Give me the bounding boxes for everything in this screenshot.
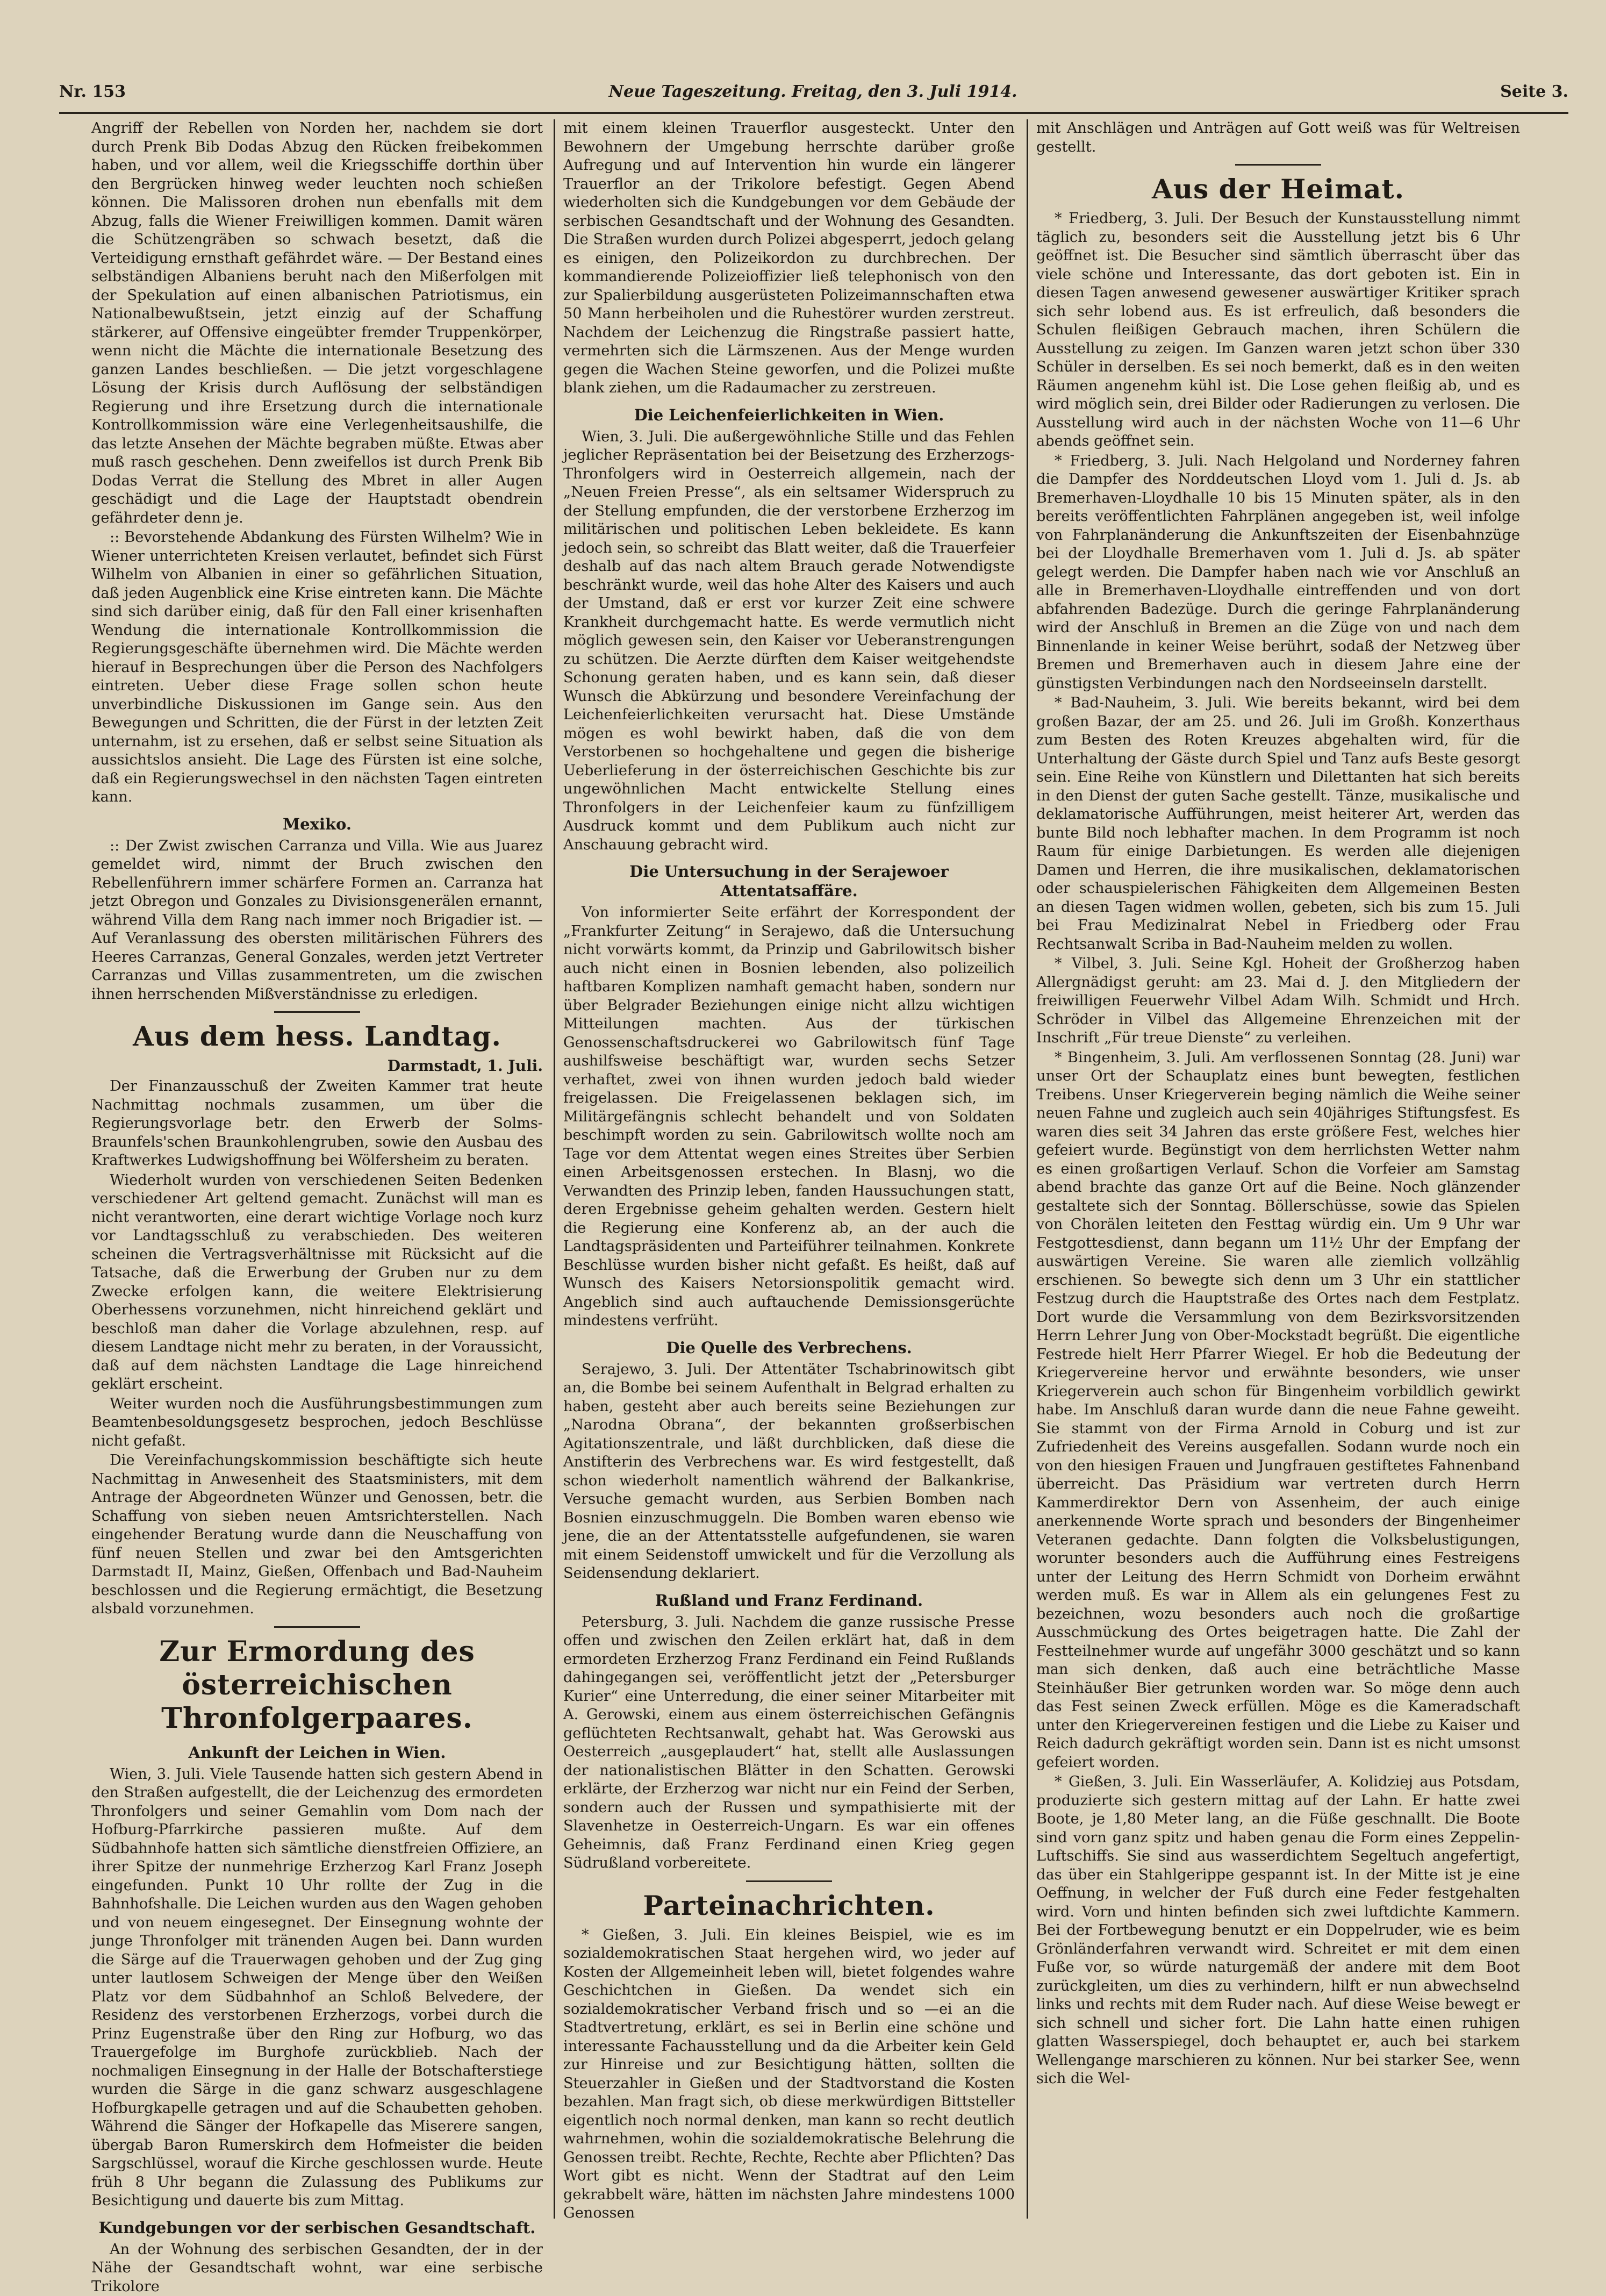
page-number: Seite 3. (1500, 82, 1568, 101)
article-paragraph: mit einem kleinen Trauerflor ausgesteckt. Unter den Bewohnern der Umgebung herrschte darüber große Aufregung und auf Intervention hin wurde ein längerer Trauerflor an der Trikolore befestigt. Gegen Abend wiederholten sich die Kundgebungen vor dem Gebäude der serbischen Gesandtschaft und der Wohnung des Gesandten. Die Straßen wurden durch Polizei abgesperrt, jedoch gelang es einigen, den Polizeikordon zu durchbrechen. Der kommandierende Polizeioffizier ließ telephonisch von den zur Spalierbildung ausgerüsteten Polizeimannschaften etwa 50 Mann herbeiholen und die Ruhestörer wurden zerstreut. Nachdem der Leichenzug die Ringstraße passiert hatte, vermehrten sich die Lärmszenen. Aus der Menge wurden gegen die Wachen Steine geworfen, und die Polizei mußte blank ziehen, um die Radaumacher zu zerstreuen. (563, 119, 1015, 398)
column-divider (1027, 119, 1028, 2219)
section-subheading: Ankunft der Leichen in Wien. (91, 1743, 543, 1762)
section-divider (1235, 164, 1321, 166)
section-subheading: Die Leichenfeierlichkeiten in Wien. (563, 405, 1015, 425)
article-paragraph: Wiederholt wurden von verschiedenen Seiten Bedenken verschiedener Art geltend gemacht. Zunächst will man es nicht verantworten, eine derart wichtige Vorlage noch kurz vor Landtagsschluß zu verabschieden. Des weiteren scheinen die Vertragsverhältnisse mit Rücksicht auf die Tatsache, daß die Erwerbung der Gruben nur zu dem Zwecke erfolgen kann, die weitere Elektrisierung Oberhessens vorzunehmen, nicht hinreichend geklärt und beschloß man daher die Vorlage abzulehnen, resp. auf diesem Landtage nicht mehr zu beraten, in der Voraussicht, daß auf dem nächsten Landtage die Lage hinreichend geklärt erscheint. (91, 1171, 543, 1394)
section-subheading: Die Untersuchung in der Serajewoer Attentatsaffäre. (563, 862, 1015, 900)
column-1 (91, 119, 543, 2219)
article-paragraph: Wien, 3. Juli. Die außergewöhnliche Stille und das Fehlen jeglicher Repräsentation bei der Beisetzung des Erzherzogs-Thronfolgers wird in Oesterreich allgemein, nach der „Neuen Freien Presse“, als ein seltsamer Widerspruch zu der Stellung empfunden, die der verstorbene Erzherzog im militärischen und politischen Leben bekleidete. Es kann jedoch sein, so schreibt das Blatt weiter, daß die Trauerfeier deshalb auf das nach altem Brauch gerade Notwendigste beschränkt wurde, weil das hohe Alter des Kaisers und auch der Umstand, daß er erst vor kurzer Zeit eine schwere Krankheit durchgemacht hatte. Es werde vermutlich nicht möglich gewesen sein, den Kaiser vor Ueberanstrengungen zu schützen. Die Aerzte dürften dem Kaiser weitgehendste Schonung geraten haben, und es kann sein, daß dieser Wunsch die Abkürzung und besondere Vereinfachung der Leichenfeierlichkeiten verursacht hat. Diese Umstände mögen es wohl bewirkt haben, daß die von dem Verstorbenen so hochgehaltene und gegen die bisherige Ueberlieferung in der österreichischen Geschichte bis zur ungewöhnlichen Macht entwickelte Stellung eines Thronfolgers in der Leichenfeier kaum zu fünfzilligem Ausdruck kommt und dem Publikum auch nicht zur Anschauung gebracht wird. (563, 428, 1015, 855)
article-paragraph: Weiter wurden noch die Ausführungsbestimmungen zum Beamtenbesoldungsgesetz besprochen, jedoch Beschlüsse nicht gefaßt. (91, 1395, 543, 1451)
section-subheading: Rußland und Franz Ferdinand. (563, 1591, 1015, 1610)
column-divider (554, 119, 555, 2219)
article-paragraph: * Friedberg, 3. Juli. Nach Helgoland und Norderney fahren die Dampfer des Norddeutschen Lloyd vom 1. Juli d. Js. ab Bremerhaven-Lloydhalle 10 bis 15 Minuten später, als in den bereits veröffentlichten Fahrplänen angegeben ist, weil infolge von Fahrplanänderung die Ankunftszeiten der Eisenbahnzüge bei der Lloydhalle Bremerhaven vom 1. Juli d. Js. ab später gelegt werden. Die Dampfer haben nach wie vor Anschluß an alle in Bremerhaven-Lloydhalle eintreffenden und von dort abfahrenden Badezüge. Durch die geringe Fahrplanänderung wird der Anschluß in Bremen an die Züge von und nach dem Binnenlande in keiner Weise berührt, sodaß der Netzweg über Bremen und Bremerhaven auch in diesem Jahre eine der günstigsten Verbindungen nach den Nordseeinseln darstellt. (1036, 452, 1520, 693)
article-paragraph: Der Finanzausschuß der Zweiten Kammer trat heute Nachmittag nochmals zusammen, um über die Regierungsvorlage betr. den Erwerb der Solms-Braunfels'schen Braunkohlengruben, sowie den Ausbau des Kraftwerkes Ludwigshoffnung bei Wölfersheim zu beraten. (91, 1077, 543, 1170)
article-paragraph: * Bad-Nauheim, 3. Juli. Wie bereits bekannt, wird bei dem großen Bazar, der am 25. und 26. Juli im Großh. Konzerthaus zum Besten des Roten Kreuzes abgehalten wird, für die Unterhaltung der Gäste durch Spiel und Tanz aufs Beste gesorgt sein. Eine Reihe von Künstlern und Dilettanten hat sich bereits in den Dienst der guten Sache gestellt. Tänze, musikalische und deklamatorische Aufführungen, meist heiterer Art, werden das bunte Bild noch lebhafter machen. In dem Programm ist noch Raum für einige Darbietungen. Es werden alle diejenigen Damen und Herren, die ihre musikalischen, deklamatorischen oder schauspielerischen Fähigkeiten dem Allgemeinen Besten an diesen Tagen widmen wollen, gebeten, sich bis zum 15. Juli bei Frau Medizinalrat Nebel in Friedberg oder Frau Rechtsanwalt Scriba in Bad-Nauheim melden zu wollen. (1036, 694, 1520, 954)
article-paragraph: Petersburg, 3. Juli. Nachdem die ganze russische Presse offen und zwischen den Zeilen erklärt hat, daß in dem ermordeten Erzherzog Franz Ferdinand ein Feind Rußlands dahingegangen sei, veröffentlicht jetzt der „Petersburger Kurier“ eine Unterredung, die einer seiner Mitarbeiter mit A. Gerowski, einem aus einem österreichischen Gefängnis geflüchteten Rechtsanwalt, gehabt hat. Was Gerowski aus Oesterreich „ausgeplaudert“ hat, stellt alle Auslassungen der nationalistischen Blätter in den Schatten. Gerowski erklärte, der Erzherzog war nicht nur ein Feind der Serben, sondern auch der Russen und sympathisierte mit der Slavenhetze in Oesterreich-Ungarn. Es war ein offenes Geheimnis, daß Franz Ferdinand einen Krieg gegen Südrußland vorbereitete. (563, 1613, 1015, 1873)
article-paragraph: * Gießen, 3. Juli. Ein kleines Beispiel, wie es im sozialdemokratischen Staat hergehen wird, wo jeder auf Kosten der Allgemeinheit leben will, bietet folgendes wahre Geschichtchen in Gießen. Da wendet sich ein sozialdemokratischer Verband frisch und so —ei an die Stadtvertretung, erklärt, es sei in Berlin eine schöne und interessante Fachausstellung und da die Arbeiter kein Geld zur Hinreise und zur Besichtigung hätten, sollten die Steuerzahler in Gießen und der Stadtvorstand die Kosten bezahlen. Man fragt sich, ob diese merkwürdigen Bittsteller eigentlich noch normal denken, man kann so recht deutlich wahrnehmen, wohin die sozialdemokratische Belehrung die Genossen treibt. Rechte, Rechte, Rechte aber Pflichten? Das Wort gibt es nicht. Wenn der Stadtrat auf den Leim gekrabbelt wäre, hätten im nächsten Jahre mindestens 1000 Genossen (563, 1926, 1015, 2223)
article-paragraph: Wien, 3. Juli. Viele Tausende hatten sich gestern Abend in den Straßen aufgestellt, die der Leichenzug des ermordeten Thronfolgers und seiner Gemahlin vom Dom nach der Hofburg-Pfarrkirche passieren mußte. Auf dem Südbahnhofe hatten sich sämtliche dienstfreien Offiziere, an ihrer Spitze der nunmehrige Erzherzog Karl Franz Joseph eingefunden. Punkt 10 Uhr rollte der Zug in die Bahnhofshalle. Die Leichen wurden aus den Wagen gehoben und von neuem eingesegnet. Der Einsegnung wohnte der junge Thronfolger mit tränenden Augen bei. Dann wurden die Särge auf die Trauerwagen gehoben und der Zug ging unter lautlosem Schweigen der Menge über den Weißen Platz vor dem Südbahnhof an Schloß Belvedere, der Residenz des verstorbenen Erzherzogs, vorbei durch die Prinz Eugenstraße über den Ring zur Hofburg, wo das Trauergefolge im Burghofe zurückblieb. Nach der nochmaligen Einsegnung in der Halle der Botschafterstiege wurden die Särge in die ganz schwarz ausgeschlagene Hofburgkapelle getragen und auf die Schaubetten gehoben. Während die Sänger der Hofkapelle das Miserere sangen, übergab Baron Rumerskirch dem Hofmeister die beiden Sargschlüssel, worauf die Kirche geschlossen wurde. Heute früh 8 Uhr begann die Zulassung des Publikums zur Besichtigung und dauerte bis zum Mittag. (91, 1765, 543, 2211)
section-heading: Aus dem hess. Landtag. (91, 1020, 543, 1053)
article-paragraph: Von informierter Seite erfährt der Korrespondent der „Frankfurter Zeitung“ in Serajewo, daß die Untersuchung nicht vorwärts kommt, da Prinzip und Gabrilowitsch bisher auch nicht einen in Bosnien lebenden, also polizeilich haftbaren Komplizen namhaft gemacht haben, sondern nur über Belgrader Beziehungen einige nicht allzu wichtigen Mitteilungen machten. Aus der türkischen Genossenschaftsdruckerei wo Gabrilowitsch fünf Tage aushilfsweise beschäftigt war, wurden sechs Setzer verhaftet, zwei von ihnen wurden jedoch bald wieder freigelassen. Die Freigelassenen beklagen sich, im Militärgefängnis schlecht behandelt und von Soldaten beschimpft worden zu sein. Gabrilowitsch wollte noch am Tage vor dem Attentat wegen eines Streites über Serbien einen Arbeitsgenossen erstechen. In Blasnj, wo die Verwandten des Prinzip leben, fanden Haussuchungen statt, deren Ergebnisse geheim gehalten werden. Gestern hielt die Regierung eine Konferenz ab, an der auch die Landtagspräsidenten und Parteiführer teilnahmen. Konkrete Beschlüsse wurden bisher nicht gefaßt. Es heißt, daß auf Wunsch des Kaisers Netorsionspolitik gemacht wird. Angeblich sind auch auftauchende Demissionsgerüchte mindestens verfrüht. (563, 904, 1015, 1331)
page-header (59, 75, 1568, 108)
issue-number: Nr. 153 (59, 82, 126, 101)
article-paragraph: mit Anschlägen und Anträgen auf Gott weiß was für Weltreisen gestellt. (1036, 119, 1520, 156)
article-paragraph: * Bingenheim, 3. Juli. Am verflossenen Sonntag (28. Juni) war unser Ort der Schauplatz eines bunt bewegten, festlichen Treibens. Unser Kriegerverein beging nämlich die Weihe seiner neuen Fahne und zugleich auch sein 40jähriges Stiftungsfest. Es waren dies seit 34 Jahren das erste größere Fest, welches hier gefeiert wurde. Begünstigt von dem herrlichsten Wetter nahm es einen großartigen Verlauf. Schon die Vorfeier am Samstag abend brachte das ganze Ort auf die Beine. Noch glänzender gestaltete sich der Sonntag. Böllerschüsse, sowie das Spielen von Chorälen leiteten den Festtag würdig ein. Um 9 Uhr war Festgottesdienst, dann begann um 11½ Uhr der Empfang der auswärtigen Vereine. Sie waren alle ziemlich vollzählig erschienen. So bewegte sich denn um 3 Uhr ein stattlicher Festzug durch die Hauptstraße des Ortes nach dem Festplatz. Dort wurde die Versammlung von dem Bezirksvorsitzenden Herrn Lehrer Jung von Ober-Mockstadt begrüßt. Die eigentliche Festrede hielt Herr Pfarrer Wiegel. Er hob die Bedeutung der Kriegervereine hervor und erwähnte besonders, wie unser Kriegerverein auch schon für Bingenheim vorbildlich gewirkt habe. Im Anschluß daran wurde dann die neue Fahne geweiht. Sie stammt von der Firma Arnold in Coburg und ist zur Zufriedenheit des Vereins ausgefallen. Sodann wurde noch ein von den hiesigen Frauen und Jungfrauen gestiftetes Fahnenband überreicht. Das Präsidium war vertreten durch Herrn Kammerdirektor Dern von Assenheim, der auch einige anerkennende Worte sprach und besonders der Bingenheimer Veteranen gedachte. Dann folgten die Volksbelustigungen, worunter besonders auch die Aufführung eines Festreigens unter der Leitung des Herrn Schmidt von Dorheim erwähnt werden muß. Es war in Allem als ein gelungenes Fest zu bezeichnen, wozu besonders auch noch die großartige Ausschmückung des Ortes beigetragen hatte. Die Zahl der Festteilnehmer wurde auf ungefähr 3000 geschätzt und so kann man sich denken, daß auch eine beträchtliche Masse Steinhäußer Bier getrunken worden war. So möge denn auch das Fest seinen Zweck erfüllen. Möge es die Kameradschaft unter den Kriegervereinen festigen und die Liebe zu Kaiser und Reich dadurch gekräftigt worden sein. Dann ist es nicht umsonst gefeiert worden. (1036, 1049, 1520, 1772)
article-paragraph: An der Wohnung des serbischen Gesandten, der in der Nähe der Gesandtschaft wohnt, war eine serbische Trikolore (91, 2241, 543, 2296)
section-subheading: Mexiko. (91, 814, 543, 834)
column-2 (563, 119, 1015, 2219)
section-heading: Zur Ermordung des österreichischen Thronfolgerpaares. (91, 1635, 543, 1735)
section-heading: Parteinachrichten. (563, 1890, 1015, 1922)
article-paragraph: Angriff der Rebellen von Norden her, nachdem sie dort durch Prenk Bib Dodas Abzug den Rücken freibekommen haben, und vor allem, weil die Kriegsschiffe dorthin über den Bergrücken hinweg weder leuchten noch schießen können. Die Malissoren drohen nun ebenfalls mit dem Abzug, falls die Wiener Freiwilligen kommen. Damit wären die Schützengräben so schwach besetzt, daß die Verteidigung ernsthaft gefährdet wäre. — Der Bestand eines selbständigen Albaniens beruht nach den Mißerfolgen mit der Spekulation auf einen albanischen Patriotismus, ein Nationalbewußtsein, jetzt einzig auf der Schaffung stärkerer, auf Offensive eingeübter fremder Truppenkörper, wenn nicht die Mächte die internationale Besetzung des ganzen Landes beschließen. — Die jetzt vorgeschlagene Lösung der Krisis durch Auflösung der selbständigen Regierung und ihre Ersetzung durch die internationale Kontrollkommission wäre eine Verlegenheitsaushilfe, die das letzte Ansehen der Mächte begraben müßte. Etwas aber muß rasch geschehen. Denn zweifellos ist durch Prenk Bib Dodas Verrat die Stellung des Mbret in aller Augen geschädigt und die Lage der Hauptstadt obendrein gefährdeter denn je. (91, 119, 543, 527)
section-divider (274, 1626, 360, 1628)
section-subheading: Die Quelle des Verbrechens. (563, 1338, 1015, 1357)
dateline: Darmstadt, 1. Juli. (91, 1057, 543, 1075)
article-paragraph: Serajewo, 3. Juli. Der Attentäter Tschabrinowitsch gibt an, die Bombe bei seinem Aufenthalt in Belgrad erhalten zu haben, gesteht aber auch bereits seine Beziehungen zur „Narodna Obrana“, der bekannten großserbischen Agitationszentrale, und läßt durchblicken, daß diese die Anstifterin des Verbrechens war. Es wird festgestellt, daß schon wiederholt namentlich während der Balkankrise, Versuche gemacht wurden, aus Serbien Bomben nach Bosnien einzuschmuggeln. Die Bomben waren ebenso wie jene, die an der Attentatsstelle aufgefundenen, sie waren mit einem Seidenstoff umwickelt und für die Verzollung als Seidensendung deklariert. (563, 1361, 1015, 1583)
section-divider (274, 1011, 360, 1013)
article-paragraph: :: Der Zwist zwischen Carranza und Villa. Wie aus Juarez gemeldet wird, nimmt der Bruch zwischen den Rebellenführern immer schärfere Formen an. Carranza hat jetzt Obregon und Gonzales zu Divisionsgenerälen ernannt, während Villa dem Rang nach immer noch Brigadier ist. — Auf Veranlassung des obersten militärischen Führers des Heeres Carranzas, General Gonzales, werden jetzt Vertreter Carranzas und Villas zusammentreten, um die zwischen ihnen herrschenden Mißverständnisse zu erledigen. (91, 837, 543, 1004)
section-subheading: Kundgebungen vor der serbischen Gesandtschaft. (91, 2218, 543, 2237)
article-paragraph: * Vilbel, 3. Juli. Seine Kgl. Hoheit der Großherzog haben Allergnädigst geruht: am 23. Mai d. J. den Mitgliedern der freiwilligen Feuerwehr Vilbel Adam Wilh. Schmidt und Hrch. Schröder in Vilbel das Allgemeine Ehrenzeichen mit der Inschrift „Für treue Dienste“ zu verleihen. (1036, 955, 1520, 1048)
article-paragraph: Die Vereinfachungskommission beschäftigte sich heute Nachmittag in Anwesenheit des Staatsministers, mit dem Antrage der Abgeordneten Wünzer und Genossen, betr. die Schaffung von sieben neuen Amtsrichterstellen. Nach eingehender Beratung wurde dann die Neuschaffung von fünf neuen Stellen und zwar bei den Amtsgerichten Darmstadt II, Mainz, Gießen, Offenbach und Bad-Nauheim beschlossen und die Regierung ermächtigt, die Besetzung alsbald vorzunehmen. (91, 1451, 543, 1619)
article-paragraph: :: Bevorstehende Abdankung des Fürsten Wilhelm? Wie in Wiener unterrichteten Kreisen verlautet, befindet sich Fürst Wilhelm von Albanien in einer so gefährlichen Situation, daß jeden Augenblick eine Krise eintreten kann. Die Mächte sind sich darüber einig, daß für den Fall einer krisenhaften Wendung die internationale Kontrollkommission die Regierungsgeschäfte übernehmen wird. Die Mächte werden hierauf in Besprechungen über die Person des Nachfolgers eintreten. Ueber diese Frage sollen schon heute unverbindliche Diskussionen im Gange sein. Aus den Bewegungen und Schritten, die der Fürst in der letzten Zeit unternahm, ist zu ersehen, daß er selbst seine Situation als aussichtslos ansieht. Die Lage des Fürsten ist eine solche, daß ein Regierungswechsel in den nächsten Tagen eintreten kann. (91, 528, 543, 807)
section-heading: Aus der Heimat. (1036, 173, 1520, 205)
section-divider (746, 1880, 832, 1882)
column-3 (1036, 119, 1520, 2219)
article-paragraph: * Friedberg, 3. Juli. Der Besuch der Kunstausstellung nimmt täglich zu, besonders seit die Ausstellung jetzt bis 6 Uhr geöffnet ist. Die Besucher sind sämtlich überrascht über das viele schöne und Interessante, das dort geboten ist. Ein in diesen Tagen anwesend gewesener auswärtiger Kritiker sprach sich sehr lobend aus. Es ist erfreulich, daß besonders die Schulen fleißigen Gebrauch machen, ihren Schülern die Ausstellung zu zeigen. Im Ganzen waren jetzt schon über 330 Schüler in derselben. Es sei noch bemerkt, daß es in den weiten Räumen angenehm kühl ist. Die Lose gehen fleißig ab, und es wird möglich sein, drei Bilder oder Radierungen zu verlosen. Die Ausstellung wird auch in der nächsten Woche von 11—6 Uhr abends geöffnet sein. (1036, 210, 1520, 451)
article-paragraph: * Gießen, 3. Juli. Ein Wasserläufer, A. Kolidziej aus Potsdam, produzierte sich gestern mittag auf der Lahn. Er hatte zwei Boote, je 1,80 Meter lang, an die Füße geschnallt. Die Boote sind vorn ganz spitz und haben genau die Form eines Zeppelin-Luftschiffs. Sie sind aus wasserdichtem Segeltuch angefertigt, das über ein Stahlgerippe gespannt ist. In der Mitte ist je eine Oeffnung, in welcher der Fuß durch eine Feder festgehalten wird. Vorn und hinten befinden sich zwei luftdichte Kammern. Bei der Fortbewegung benutzt er ein Doppelruder, wie es beim Grönländerfahren verwandt wird. Schreitet er mit dem einen Fuße vor, so würde naturgemäß der andere mit dem Boot zurückgleiten, um dies zu verhindern, hilft er nun abwechselnd links und rechts mit dem Ruder nach. Auf diese Weise bewegt er sich schnell und sicher fort. Die Lahn hatte einen ruhigen glatten Wasserspiegel, doch behauptet er, auch bei starkem Wellengange marschieren zu können. Nur bei starker See, wenn sich die Wel- (1036, 1773, 1520, 2088)
header-rule (59, 112, 1568, 114)
masthead-date: Neue Tageszeitung. Freitag, den 3. Juli 1914. (609, 82, 1017, 101)
